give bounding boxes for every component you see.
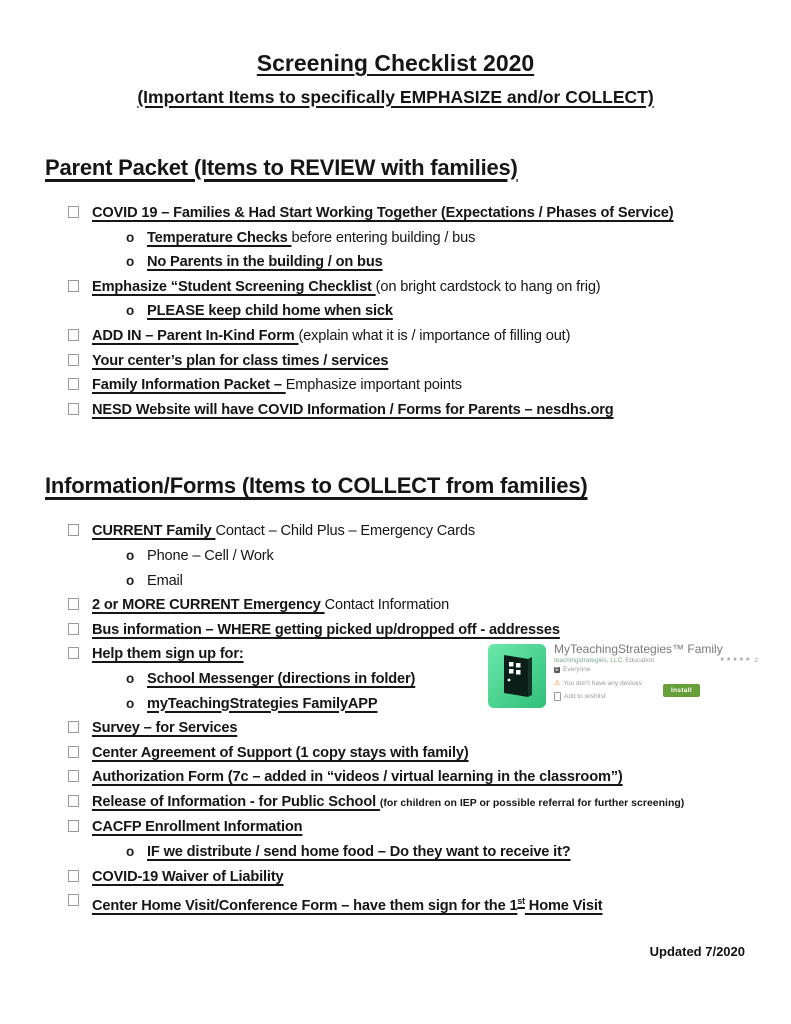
app-icon: [488, 644, 546, 708]
parent-packet-list: [0, 201, 791, 422]
checklist-item: [0, 741, 791, 766]
app-store-card: [488, 642, 758, 718]
item-text: CACFP Enrollment Information: [92, 819, 303, 836]
section-heading-information-forms: Information/Forms (Items to COLLECT from families): [45, 473, 588, 499]
sub-item: [0, 226, 791, 251]
item-text: Center Agreement of Support (1 copy stays with family): [92, 744, 469, 761]
checklist-item: [0, 593, 791, 618]
section-heading-parent-packet: Parent Packet (Items to REVIEW with families): [45, 155, 518, 180]
rating-count: 2: [754, 657, 758, 664]
checklist-item: [0, 373, 791, 398]
checkbox-icon: [68, 795, 79, 807]
item-text: Emphasize “Student Screening Checklist (on bright cardstock to hang on frig): [92, 278, 601, 295]
checkbox-icon: [68, 647, 79, 659]
item-text: PLEASE keep child home when sick: [147, 303, 393, 320]
checkbox-icon: [68, 870, 79, 882]
checkbox-icon: [68, 378, 79, 390]
app-developer-line: [554, 656, 758, 665]
circle-bullet-icon: o: [126, 844, 135, 860]
checklist-item: [0, 889, 791, 918]
circle-bullet-icon: o: [126, 229, 135, 245]
footer-updated-date: Updated 7/2020: [649, 944, 745, 959]
item-text: 2 or MORE CURRENT Emergency Contact Information: [92, 597, 450, 614]
checkbox-icon: [68, 820, 79, 832]
checkbox-icon: [68, 770, 79, 782]
checkbox-icon: [68, 721, 79, 733]
wishlist-icon: [554, 692, 561, 701]
circle-bullet-icon: o: [126, 670, 135, 686]
item-text: myTeachingStrategies FamilyAPP: [147, 695, 378, 712]
item-text: ADD IN – Parent In-Kind Form (explain what it is / importance of filling out): [92, 327, 571, 344]
content-rating: Everyone: [563, 666, 591, 673]
checklist-item: [0, 324, 791, 349]
rating-stars: ★★★★★: [719, 657, 752, 663]
item-text: Bus information – WHERE getting picked up/dropped off - addresses: [92, 621, 560, 638]
circle-bullet-icon: o: [126, 572, 135, 588]
device-notice-line: [554, 679, 758, 688]
checkbox-icon: [68, 746, 79, 758]
app-name: MyTeachingStrategies™ Family: [554, 642, 723, 656]
item-text: IF we distribute / send home food – Do they want to receive it?: [147, 844, 571, 861]
item-text: Help them sign up for:: [92, 646, 244, 663]
item-text: Survey – for Services: [92, 720, 238, 737]
information-forms-list: [0, 519, 791, 918]
page-title: Screening Checklist 2020: [256, 50, 535, 76]
sub-item: [0, 299, 791, 324]
circle-bullet-icon: o: [126, 547, 135, 563]
item-text: Center Home Visit/Conference Form – have them sign for the 1st Home Visit: [92, 896, 603, 915]
checklist-item: [0, 398, 791, 423]
door-icon: [488, 644, 546, 708]
item-text: Phone – Cell / Work: [147, 547, 274, 564]
sub-item: [0, 840, 791, 865]
wishlist-label: Add to wishlist: [564, 693, 606, 700]
item-text: COVID 19 – Families & Had Start Working Together (Expectations / Phases of Service): [92, 205, 674, 221]
checkbox-icon: [68, 598, 79, 610]
sub-item: [0, 250, 791, 275]
app-category: Education: [625, 657, 655, 664]
circle-bullet-icon: o: [126, 695, 135, 711]
page-subtitle: (Important Items to specifically EMPHASIZE and/or COLLECT): [137, 87, 654, 107]
device-notice: You don't have any devices: [563, 680, 642, 687]
checkbox-icon: [68, 403, 79, 415]
sub-item: [0, 544, 791, 569]
checklist-item: [0, 865, 791, 890]
item-text: No Parents in the building / on bus: [147, 254, 383, 271]
circle-bullet-icon: o: [126, 303, 135, 319]
checklist-item: [0, 349, 791, 374]
checklist-item: [0, 765, 791, 790]
wishlist-line: [554, 692, 758, 701]
checkbox-icon: [68, 280, 79, 292]
checklist-item: [0, 201, 791, 226]
everyone-badge-icon: E: [555, 666, 559, 673]
item-text: Family Information Packet – Emphasize important points: [92, 377, 462, 394]
checkbox-icon: [68, 524, 79, 536]
circle-bullet-icon: o: [126, 254, 135, 270]
item-text: NESD Website will have COVID Information / Forms for Parents – nesdhs.org: [92, 401, 614, 418]
sub-item: [0, 569, 791, 594]
checklist-item: [0, 815, 791, 840]
item-text: Your center’s plan for class times / services: [92, 352, 389, 369]
install-button: Install: [663, 684, 700, 697]
checkbox-icon: [68, 894, 79, 906]
item-text: Email: [147, 572, 183, 589]
checklist-item: [0, 716, 791, 741]
item-text: Temperature Checks before entering building / bus: [147, 229, 476, 246]
checkbox-icon: [68, 354, 79, 366]
app-info-column: [554, 642, 758, 701]
item-text: CURRENT Family Contact – Child Plus – Emergency Cards: [92, 523, 475, 540]
checklist-item: [0, 275, 791, 300]
warning-icon: ⚠: [554, 680, 561, 687]
checkbox-icon: [68, 329, 79, 341]
item-text: School Messenger (directions in folder): [147, 670, 416, 687]
item-text: Release of Information - for Public School (for children on IEP or possible referral for further screening): [92, 793, 685, 810]
checkbox-icon: [68, 206, 79, 218]
checkbox-icon: [68, 623, 79, 635]
content-rating-line: [554, 665, 758, 674]
checklist-item: [0, 790, 791, 816]
app-developer: teachingstrategies, LLC: [554, 657, 623, 664]
checklist-item: [0, 618, 791, 643]
item-text: COVID-19 Waiver of Liability: [92, 868, 284, 885]
item-text: Authorization Form (7c – added in “videos / virtual learning in the classroom”): [92, 769, 623, 786]
checklist-item: [0, 519, 791, 544]
